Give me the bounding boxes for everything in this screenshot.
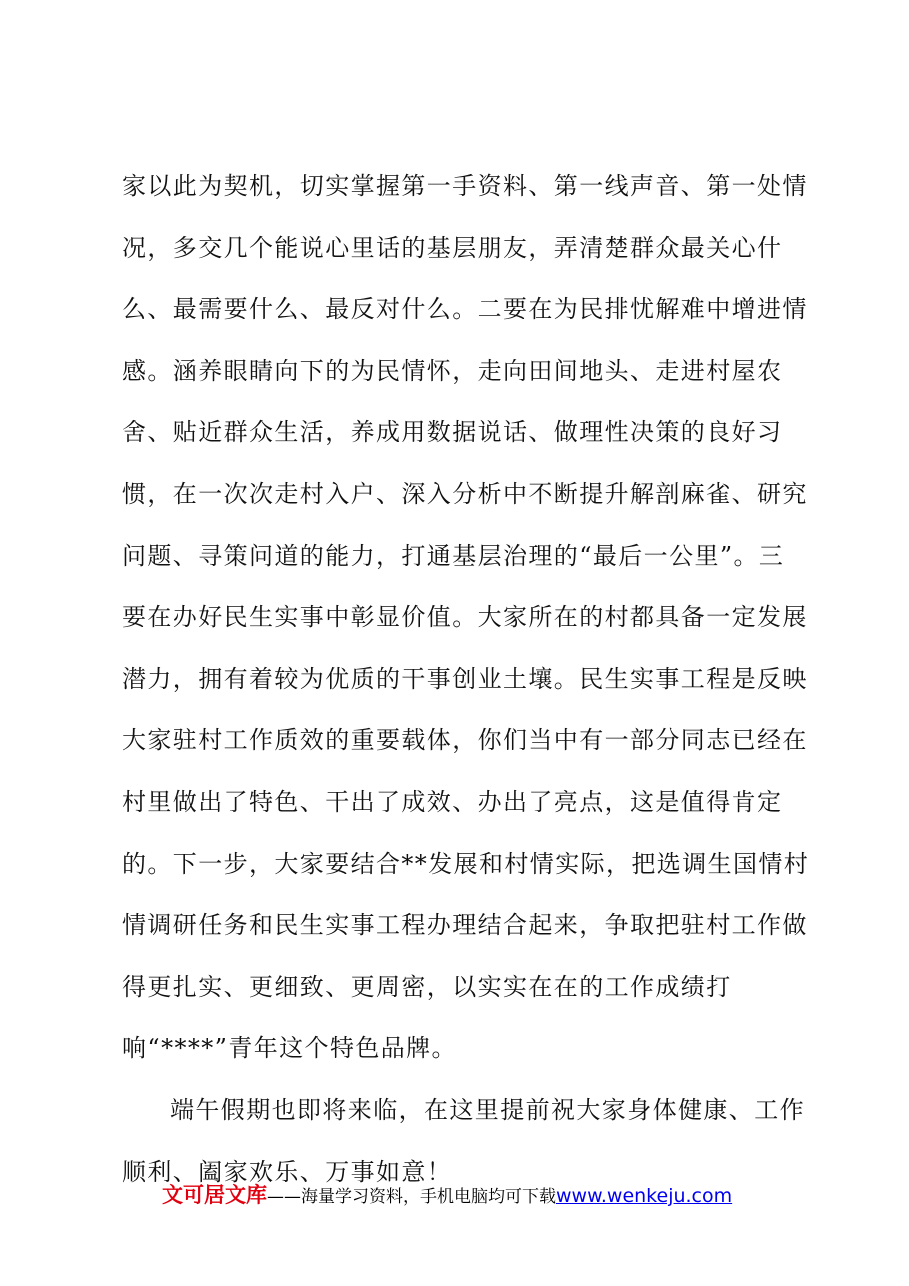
body-line: 响“****”青年这个特色品牌。 [122,1034,457,1063]
body-line: 惯，在一次次走村入户、深入分析中不断提升解剖麻雀、研究 [122,479,808,508]
body-line: 要在办好民生实事中彰显价值。大家所在的村都具备一定发展 [122,603,808,632]
closing-paragraph-line: 顺利、阖家欢乐、万事如意！ [122,1157,453,1186]
footer-tagline: ——海量学习资料，手机电脑均可下载 [267,1187,556,1207]
footer-brand: 文可居文库 [162,1183,267,1207]
body-line: 况，多交几个能说心里话的基层朋友，弄清楚群众最关心什 [122,233,783,262]
body-line: 舍、贴近群众生活，养成用数据说话、做理性决策的良好习 [122,418,783,447]
body-line: 大家驻村工作质效的重要载体，你们当中有一部分同志已经在 [122,726,808,755]
footer-banner [162,1180,732,1212]
body-line: 村里做出了特色、干出了成效、办出了亮点，这是值得肯定 [122,787,783,816]
footer-url-link[interactable]: www.wenkeju.com [556,1185,733,1207]
closing-paragraph-line: 端午假期也即将来临，在这里提前祝大家身体健康、工作 [170,1095,805,1124]
body-line: 问题、寻策问道的能力，打通基层治理的“最后一公里”。三 [122,541,785,570]
body-line: 么、最需要什么、最反对什么。二要在为民排忧解难中增进情 [122,295,808,324]
body-line: 家以此为契机，切实掌握第一手资料、第一线声音、第一处情 [122,172,808,200]
body-line: 的。下一步，大家要结合**发展和村情实际，把选调生国情村 [122,849,810,878]
body-line: 感。涵养眼睛向下的为民情怀，走向田间地头、走进村屋农 [122,356,783,385]
body-line: 潜力，拥有着较为优质的干事创业土壤。民生实事工程是反映 [122,664,808,693]
body-line: 得更扎实、更细致、更周密，以实实在在的工作成绩打 [122,972,732,1001]
document-body [122,166,810,1213]
body-line: 情调研任务和民生实事工程办理结合起来，争取把驻村工作做 [122,911,808,940]
